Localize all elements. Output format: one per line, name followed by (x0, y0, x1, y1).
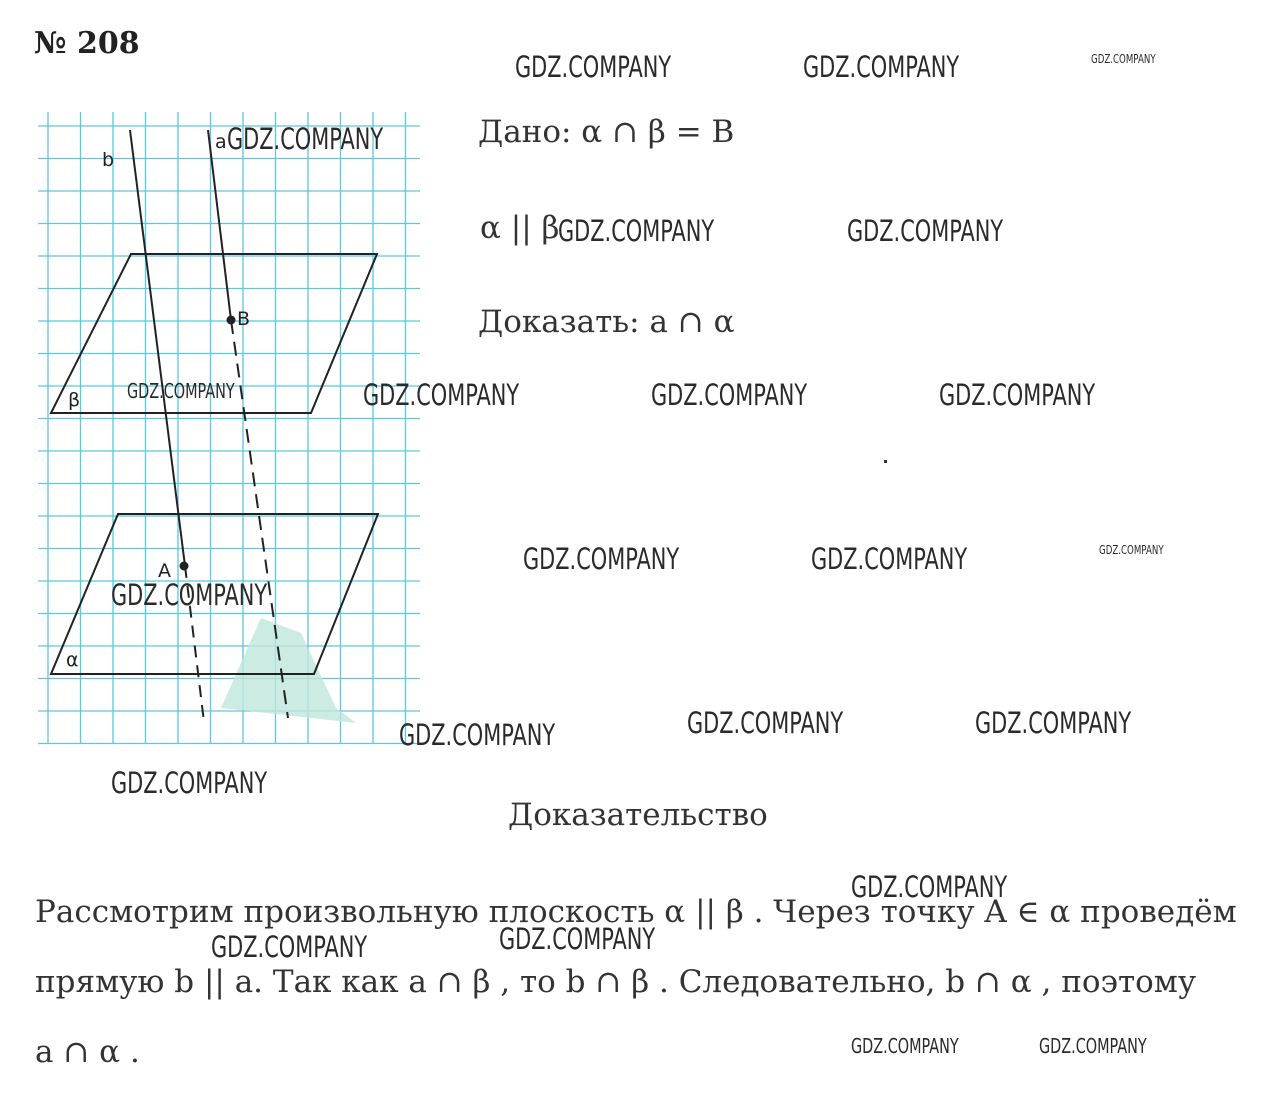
watermark: GDZ.COMPANY (127, 379, 235, 403)
problem-number: № 208 (34, 26, 140, 61)
watermark: GDZ.COMPANY (851, 1034, 959, 1058)
prove-line: Доказать: a ∩ α (478, 304, 735, 340)
label-b: b (102, 149, 115, 171)
watermark: GDZ.COMPANY (399, 718, 556, 752)
stray-dot (884, 460, 887, 463)
watermark: GDZ.COMPANY (1099, 543, 1164, 557)
watermark: GDZ.COMPANY (847, 214, 1004, 248)
point-A (180, 562, 189, 571)
watermark: GDZ.COMPANY (1039, 1034, 1147, 1058)
watermark: GDZ.COMPANY (363, 378, 520, 412)
watermark: GDZ.COMPANY (523, 542, 680, 576)
watermark: GDZ.COMPANY (227, 122, 384, 156)
watermark: GDZ.COMPANY (515, 50, 672, 84)
watermark: GDZ.COMPANY (687, 706, 844, 740)
watermark: GDZ.COMPANY (499, 922, 656, 956)
watermark: GDZ.COMPANY (811, 542, 968, 576)
given-line-1: Дано: α ∩ β = B (478, 114, 735, 150)
watermark: GDZ.COMPANY (851, 870, 1008, 904)
label-a: a (215, 131, 227, 153)
label-alpha: α (66, 649, 79, 671)
given-line-2: α || β (480, 210, 560, 246)
watermark: GDZ.COMPANY (111, 766, 268, 800)
watermark: GDZ.COMPANY (1091, 52, 1156, 66)
mint-watermark-shape (221, 618, 356, 723)
proof-line-3: a ∩ α . (35, 1034, 140, 1070)
label-B: B (237, 308, 251, 330)
proof-line-2: прямую b || a. Так как a ∩ β , то b ∩ β . Следовательно, b ∩ α , поэтому (35, 964, 1197, 1000)
watermark: GDZ.COMPANY (939, 378, 1096, 412)
watermark: GDZ.COMPANY (975, 706, 1132, 740)
proof-line-1: Рассмотрим произвольную плоскость α || β . Через точку A ∈ α проведём (35, 894, 1237, 930)
watermark: GDZ.COMPANY (111, 578, 268, 612)
grid-paper (38, 112, 420, 744)
watermark: GDZ.COMPANY (803, 50, 960, 84)
label-A: A (158, 560, 171, 582)
watermark: GDZ.COMPANY (211, 930, 368, 964)
watermark: GDZ.COMPANY (651, 378, 808, 412)
proof-heading: Доказательство (508, 797, 768, 833)
line-b-solid (130, 130, 185, 566)
label-beta: β (68, 389, 81, 411)
point-B (227, 316, 236, 325)
watermark: GDZ.COMPANY (558, 214, 715, 248)
geometry-figure (36, 108, 426, 748)
